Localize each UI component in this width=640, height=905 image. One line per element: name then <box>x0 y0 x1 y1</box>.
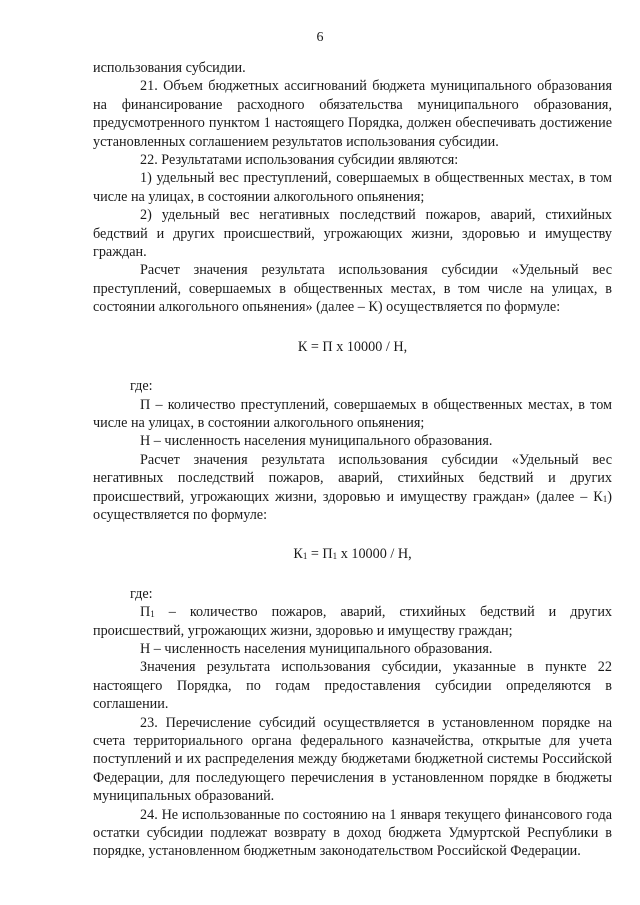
formula2-p-subscript: 1 <box>332 551 338 562</box>
formula-k: К = П x 10000 / Н, <box>297 338 408 355</box>
calc2-text-a: Расчет значения результата использования субсидии «Удельный вес негативных последствий пожаров, аварий, стихийных бедствий и других происшествий, угрожающих жизни, здоровью и имуществу граждан» (далее – К <box>93 451 612 505</box>
paragraph-21: 21. Объем бюджетных ассигнований бюджета муниципального образования на финансирование расходного обязательства муниципального образования, предусмотренного пунктом 1 настоящего Порядка, должен обеспечивать достижение установленных соглашением результатов использования субсидии. <box>93 78 612 150</box>
paragraph-22: 22. Результатами использования субсидии являются: <box>140 152 459 169</box>
where-label-2: где: <box>130 585 153 602</box>
formula2-k: К <box>293 546 303 563</box>
where-label-1: где: <box>130 378 153 395</box>
paragraph-calculation-k1 <box>93 451 612 525</box>
definition-p1 <box>93 603 612 640</box>
calc2-subscript: 1 <box>602 493 608 504</box>
formula2-end: x 10000 / Н, <box>337 546 412 563</box>
paragraph-continuation: использования субсидии. <box>93 60 246 76</box>
calc2-text-b: ) осуществляется по формуле: <box>93 488 612 523</box>
definition-n-1: Н – численность населения муниципального образования. <box>140 433 493 450</box>
paragraph-calculation-k: Расчет значения результата использования субсидии «Удельный вес преступлений, совершаемых в общественных местах, в том числе на улицах, в состоянии алкогольного опьянения» (далее – К) осуществляется по формуле: <box>93 262 612 316</box>
paragraph-values: Значения результата использования субсидии, указанные в пункте 22 настоящего Порядка, по годам предоставления субсидии определяются в соглашении. <box>93 659 612 713</box>
formula-k1 <box>93 545 612 563</box>
document-body <box>93 59 612 861</box>
page-number: 6 <box>316 30 324 45</box>
paragraph-22-item-1: 1) удельный вес преступлений, совершаемых в общественных местах, в том числе на улицах, в состоянии алкогольного опьянения; <box>93 170 612 205</box>
definition-p: П – количество преступлений, совершаемых в общественных местах, в том числе на улицах, в состоянии алкогольного опьянения; <box>93 396 612 431</box>
def-p1-subscript: 1 <box>150 609 155 620</box>
def-p1-text: – количество пожаров, аварий, стихийных бедствий и других происшествий, угрожающих жизни, здоровью и имуществу граждан; <box>93 604 612 639</box>
paragraph-22-item-2: 2) удельный вес негативных последствий пожаров, аварий, стихийных бедствий и других происшествий, угрожающих жизни, здоровью и имуществу граждан. <box>93 207 612 261</box>
paragraph-24: 24. Не использованные по состоянию на 1 января текущего финансового года остатки субсидии подлежат возврату в доход бюджета Удмуртской Республики в порядке, установленном бюджетным законодательством Российской Федерации. <box>93 806 612 860</box>
formula2-k-subscript: 1 <box>302 551 308 562</box>
paragraph-23: 23. Перечисление субсидий осуществляется в установленном порядке на счета территориального органа федерального казначейства, открытые для учета поступлений и их распределения между бюджетами бюджетной системы Российской Федерации, для последующего перечисления в установленном порядке в бюджеты муниципальных образований. <box>93 714 612 805</box>
def-p1-symbol: П <box>140 604 151 621</box>
definition-n-2: Н – численность населения муниципального образования. <box>140 640 493 657</box>
formula2-mid: = П <box>307 546 333 563</box>
